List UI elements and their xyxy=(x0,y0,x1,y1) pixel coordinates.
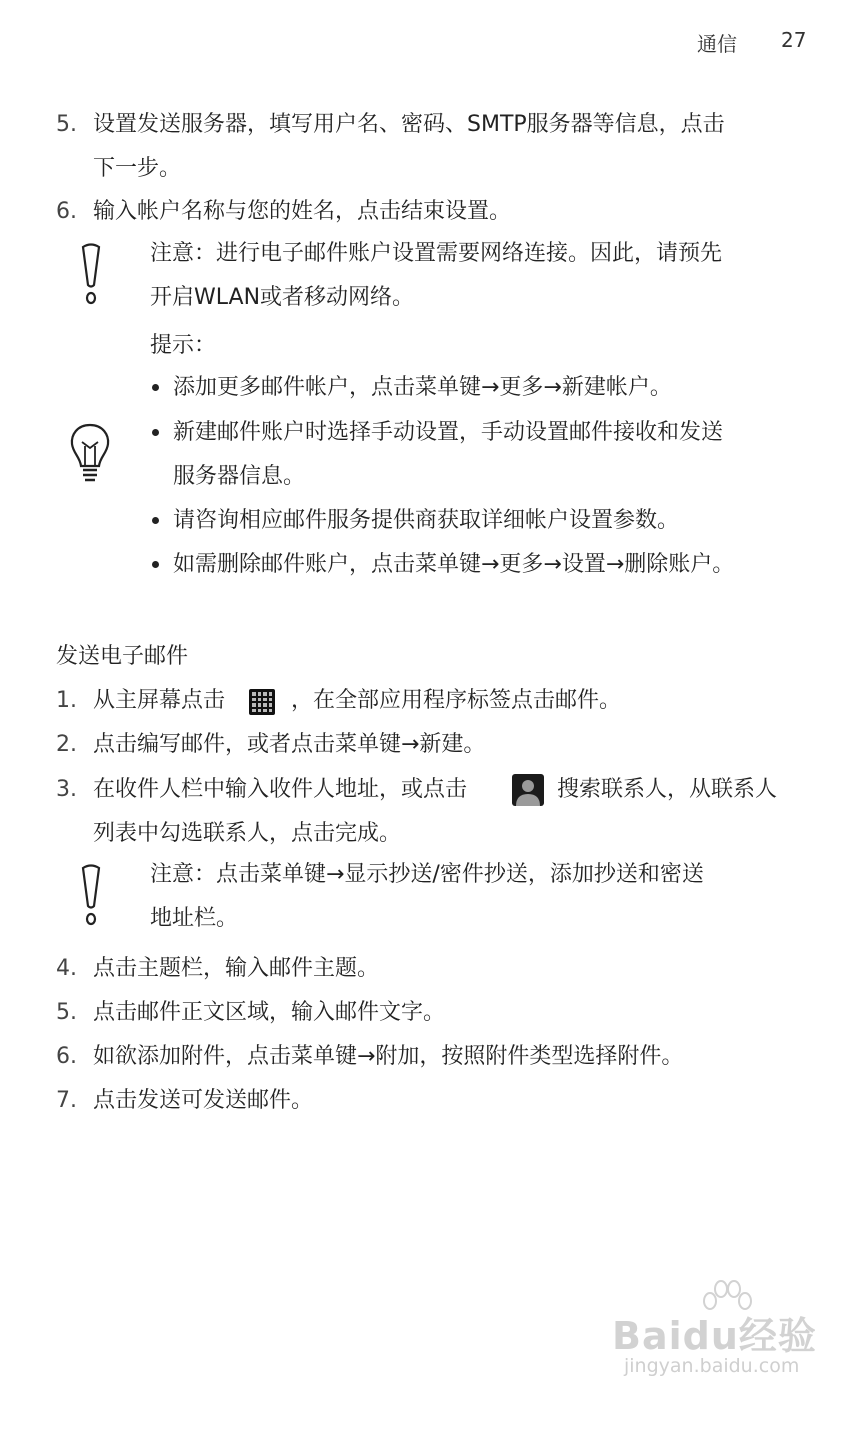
all-apps-icon xyxy=(249,689,275,715)
step-number: 6. xyxy=(56,199,77,224)
tip-item: 新建邮件账户时选择手动设置，手动设置邮件接收和发送 xyxy=(173,420,724,445)
section-heading: 发送电子邮件 xyxy=(56,644,189,669)
tip-item: 如需删除邮件账户，点击菜单键→更多→设置→删除账户。 xyxy=(173,552,735,577)
step-text: 如欲添加附件，点击菜单键→附加，按照附件类型选择附件。 xyxy=(93,1044,684,1069)
note-text-cont: 地址栏。 xyxy=(150,906,239,931)
step-number: 1. xyxy=(56,688,77,713)
contact-icon xyxy=(512,774,544,806)
step-text: 点击邮件正文区域，输入邮件文字。 xyxy=(93,1000,446,1025)
note-text-cont: 开启WLAN或者移动网络。 xyxy=(150,285,415,310)
step-text-line2: 列表中勾选联系人，点击完成。 xyxy=(93,821,402,846)
tip-item: 添加更多邮件帐户，点击菜单键→更多→新建帐户。 xyxy=(173,375,672,400)
step-text-cont: 搜索联系人，从联系人 xyxy=(557,777,778,802)
step-text-cont: 下一步。 xyxy=(93,156,182,181)
step-text: 点击发送可发送邮件。 xyxy=(93,1088,314,1113)
step-number: 5. xyxy=(56,112,77,137)
header-section-title: 通信 xyxy=(697,32,737,56)
step-text: 点击主题栏，输入邮件主题。 xyxy=(93,956,380,981)
baidu-watermark xyxy=(612,1279,817,1389)
note-text: 注意：进行电子邮件账户设置需要网络连接。因此，请预先 xyxy=(150,241,723,266)
step-number: 3. xyxy=(56,777,77,802)
note-text: 注意：点击菜单键→显示抄送/密件抄送，添加抄送和密送 xyxy=(150,862,704,887)
bullet xyxy=(152,384,159,391)
step-text: 从主屏幕点击 xyxy=(93,688,226,713)
bullet xyxy=(152,517,159,524)
step-text: 点击编写邮件，或者点击菜单键→新建。 xyxy=(93,732,486,757)
watermark-brand: Baidu经验 xyxy=(612,1314,817,1358)
watermark-url: jingyan.baidu.com xyxy=(624,1355,800,1377)
page-number: 27 xyxy=(781,28,807,52)
bullet xyxy=(152,561,159,568)
step-number: 6. xyxy=(56,1044,77,1069)
lightbulb-icon xyxy=(68,422,112,486)
exclamation-icon xyxy=(79,864,103,928)
bullet xyxy=(152,429,159,436)
step-number: 5. xyxy=(56,1000,77,1025)
step-number: 7. xyxy=(56,1088,77,1113)
step-number: 2. xyxy=(56,732,77,757)
step-text-cont: ，在全部应用程序标签点击邮件。 xyxy=(291,688,622,713)
tip-item: 请咨询相应邮件服务提供商获取详细帐户设置参数。 xyxy=(173,508,680,533)
step-number: 4. xyxy=(56,956,77,981)
tip-item-cont: 服务器信息。 xyxy=(173,464,306,489)
tips-title: 提示： xyxy=(150,333,217,358)
exclamation-icon xyxy=(79,243,103,307)
step-text: 设置发送服务器，填写用户名、密码、SMTP服务器等信息，点击 xyxy=(93,112,725,137)
step-text: 在收件人栏中输入收件人地址，或点击 xyxy=(93,777,468,802)
step-text: 输入帐户名称与您的姓名，点击结束设置。 xyxy=(93,199,512,224)
